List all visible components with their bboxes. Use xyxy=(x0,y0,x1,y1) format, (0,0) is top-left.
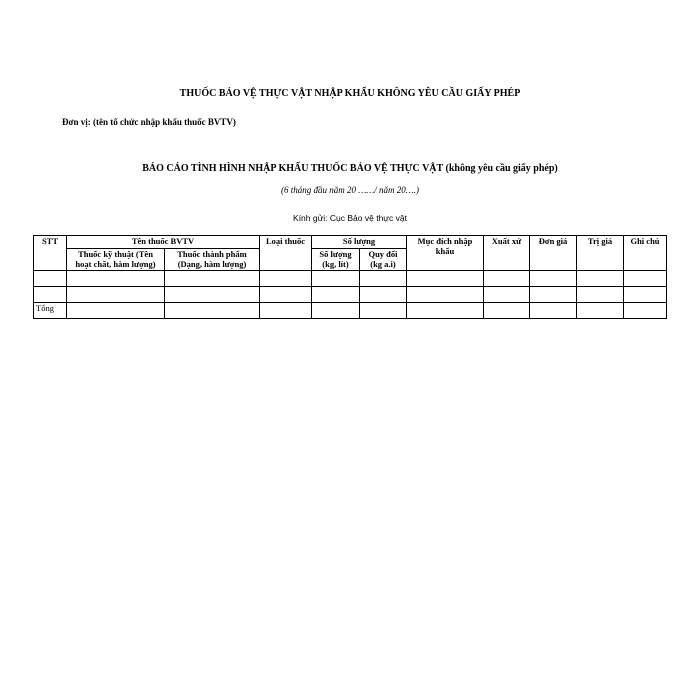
header-thuoc-ky-thuat: Thuốc kỹ thuật (Tên hoạt chất, hàm lượng) xyxy=(67,248,165,271)
header-xuat-xu: Xuất xứ xyxy=(484,236,530,271)
report-table xyxy=(33,235,667,319)
table-cell[interactable] xyxy=(360,271,407,287)
report-period: (6 tháng đầu năm 20 ……/ năm 20….) xyxy=(280,185,419,195)
table-cell[interactable] xyxy=(624,271,667,287)
table-cell[interactable] xyxy=(484,271,530,287)
table-cell[interactable] xyxy=(260,271,312,287)
header-loai-thuoc: Loại thuốc xyxy=(260,236,312,271)
table-cell[interactable] xyxy=(312,271,360,287)
table-cell[interactable] xyxy=(530,271,577,287)
header-so-luong-group: Số lượng xyxy=(312,236,407,249)
report-title: BÁO CÁO TÌNH HÌNH NHẬP KHẨU THUỐC BẢO VỆ THỰC VẬT (không yêu cầu giấy phép) xyxy=(142,163,558,174)
table-cell[interactable] xyxy=(165,287,260,303)
header-don-gia: Đơn giá xyxy=(530,236,577,271)
table-cell[interactable] xyxy=(484,303,530,319)
header-so-luong: Số lượng (kg, lít) xyxy=(312,248,360,271)
header-ten-thuoc: Tên thuốc BVTV xyxy=(67,236,260,249)
table-cell[interactable] xyxy=(624,287,667,303)
table-cell[interactable] xyxy=(577,271,624,287)
table-cell[interactable] xyxy=(34,271,67,287)
table-cell[interactable] xyxy=(165,303,260,319)
table-cell[interactable] xyxy=(624,303,667,319)
header-ghi-chu: Ghi chú xyxy=(624,236,667,271)
table-cell[interactable] xyxy=(407,271,484,287)
table-cell[interactable] xyxy=(360,303,407,319)
page-title: THUỐC BẢO VỆ THỰC VẬT NHẬP KHẨU KHÔNG YÊU CẦU GIẤY PHÉP xyxy=(179,88,521,99)
header-row-1 xyxy=(34,236,667,249)
header-quy-doi: Quy đổi (kg a.i) xyxy=(360,248,407,271)
header-stt: STT xyxy=(34,236,67,271)
table-cell[interactable] xyxy=(407,287,484,303)
table-cell[interactable] xyxy=(67,303,165,319)
header-thuoc-thanh-pham: Thuốc thành phẩm (Dạng, hàm lượng) xyxy=(165,248,260,271)
table-cell[interactable] xyxy=(577,303,624,319)
total-label: Tổng xyxy=(34,303,67,319)
table-cell[interactable] xyxy=(407,303,484,319)
table-cell[interactable] xyxy=(530,303,577,319)
recipient-line: Kính gửi: Cục Bảo vệ thực vật xyxy=(293,213,407,223)
unit-line: Đơn vị: (tên tổ chức nhập khẩu thuốc BVTV) xyxy=(62,117,236,127)
header-muc-dich: Mục đích nhập khẩu xyxy=(407,236,484,271)
table-cell[interactable] xyxy=(484,287,530,303)
table-cell[interactable] xyxy=(165,271,260,287)
header-tri-gia: Trị giá xyxy=(577,236,624,271)
table-cell[interactable] xyxy=(577,287,624,303)
table-row xyxy=(34,271,667,287)
table-cell[interactable] xyxy=(360,287,407,303)
table-row xyxy=(34,287,667,303)
table-cell[interactable] xyxy=(67,287,165,303)
table-cell[interactable] xyxy=(312,287,360,303)
table-cell[interactable] xyxy=(312,303,360,319)
table-cell[interactable] xyxy=(260,287,312,303)
table-cell[interactable] xyxy=(67,271,165,287)
table-cell[interactable] xyxy=(530,287,577,303)
table-cell[interactable] xyxy=(34,287,67,303)
total-row xyxy=(34,303,667,319)
table-cell[interactable] xyxy=(260,303,312,319)
